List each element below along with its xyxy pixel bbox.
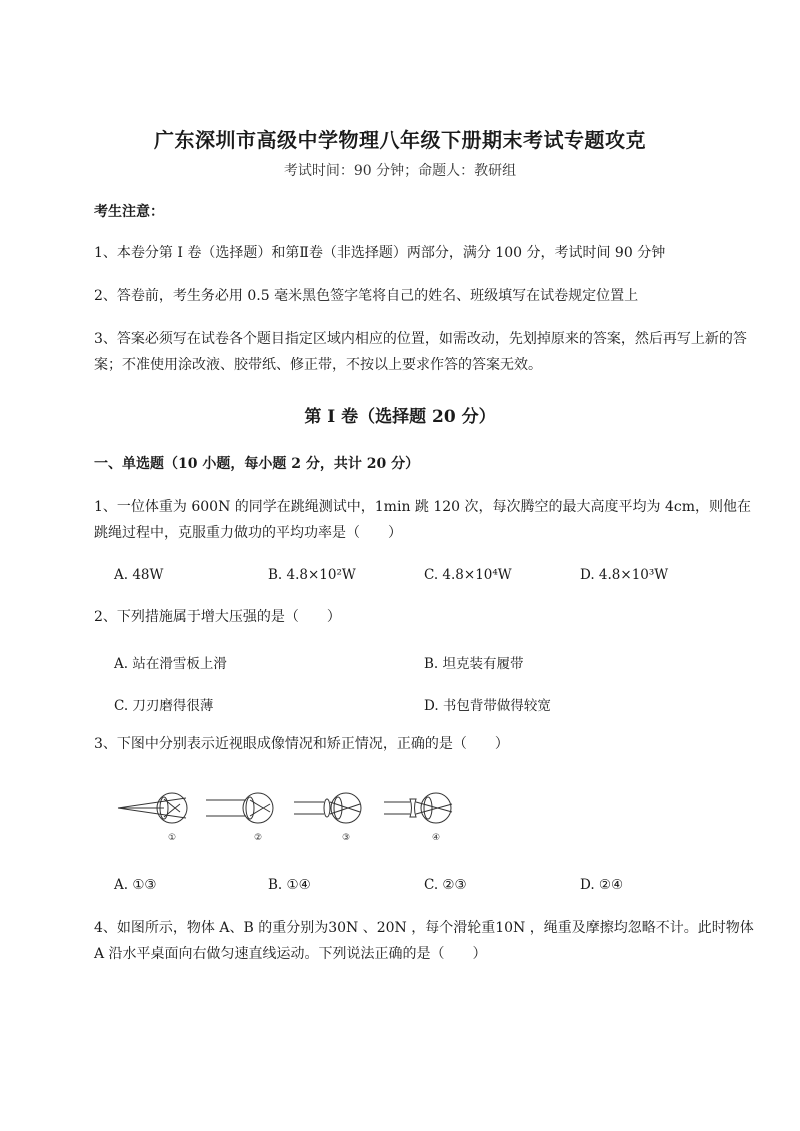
eye-diagram-figure bbox=[114, 790, 474, 850]
q2-option-b[interactable]: B. 坦克装有履带 bbox=[424, 656, 524, 672]
figure-label-3: ③ bbox=[341, 833, 351, 843]
q1-option-c[interactable]: C. 4.8×10⁴W bbox=[424, 567, 512, 583]
section-title: 第 I 卷（选择题 20 分） bbox=[304, 407, 496, 427]
figure-label-4: ④ bbox=[431, 833, 441, 843]
q2-option-d[interactable]: D. 书包背带做得较宽 bbox=[424, 698, 551, 714]
q3-option-c[interactable]: C. ②③ bbox=[424, 877, 467, 893]
q1-option-a[interactable]: A. 48W bbox=[114, 567, 164, 583]
q3-option-d[interactable]: D. ②④ bbox=[580, 877, 624, 893]
q2-option-c[interactable]: C. 刀刃磨得很薄 bbox=[114, 698, 214, 714]
q1-option-d[interactable]: D. 4.8×10³W bbox=[580, 567, 669, 583]
q2-option-a[interactable]: A. 站在滑雪板上滑 bbox=[114, 656, 227, 672]
page-title: 广东深圳市高级中学物理八年级下册期末考试专题攻克 bbox=[154, 128, 646, 152]
eye-diagram-2 bbox=[206, 793, 273, 823]
q1-option-b[interactable]: B. 4.8×10²W bbox=[268, 567, 356, 583]
notice-heading: 考生注意： bbox=[94, 204, 164, 220]
exam-info: 考试时间：90 分钟；命题人：教研组 bbox=[283, 163, 517, 179]
notice-item-3: 3、答案必须写在试卷各个题目指定区域内相应的位置，如需改动，先划掉原来的答案，然后再写上新的答案；不准使用涂改液、胶带纸、修正带，不按以上要求作答的答案无效。 bbox=[94, 331, 747, 373]
question-4-stem: 4、如图所示，物体 A、B 的重分别为30N 、20N ，每个滑轮重10N ，绳重及摩擦均忽略不计。此时物体 A 沿水平桌面向右做匀速直线运动。下列说法正确的是（ ） bbox=[94, 920, 754, 962]
q3-option-a[interactable]: A. ①③ bbox=[114, 877, 157, 893]
eye-diagram-3 bbox=[294, 793, 361, 823]
question-3-stem: 3、下图中分别表示近视眼成像情况和矫正情况，正确的是（ ） bbox=[94, 736, 509, 752]
eye-diagram-4 bbox=[384, 793, 452, 823]
figure-label-1: ① bbox=[167, 833, 177, 843]
notice-item-2: 2、答卷前，考生务必用 0.5 毫米黑色签字笔将自己的姓名、班级填写在试卷规定位置上 bbox=[94, 288, 639, 304]
figure-label-2: ② bbox=[253, 833, 263, 843]
notice-item-1: 1、本卷分第 I 卷（选择题）和第Ⅱ卷（非选择题）两部分，满分 100 分，考试时间 90 分钟 bbox=[94, 245, 666, 261]
part-heading: 一、单选题（10 小题，每小题 2 分，共计 20 分） bbox=[94, 456, 420, 472]
question-2-stem: 2、下列措施属于增大压强的是（ ） bbox=[94, 609, 341, 625]
eye-diagram-1 bbox=[118, 793, 187, 823]
question-1-stem: 1、一位体重为 600N 的同学在跳绳测试中，1min 跳 120 次，每次腾空的最大高度平均为 4cm，则他在跳绳过程中，克服重力做功的平均功率是（ ） bbox=[94, 499, 751, 541]
q3-option-b[interactable]: B. ①④ bbox=[268, 877, 311, 893]
